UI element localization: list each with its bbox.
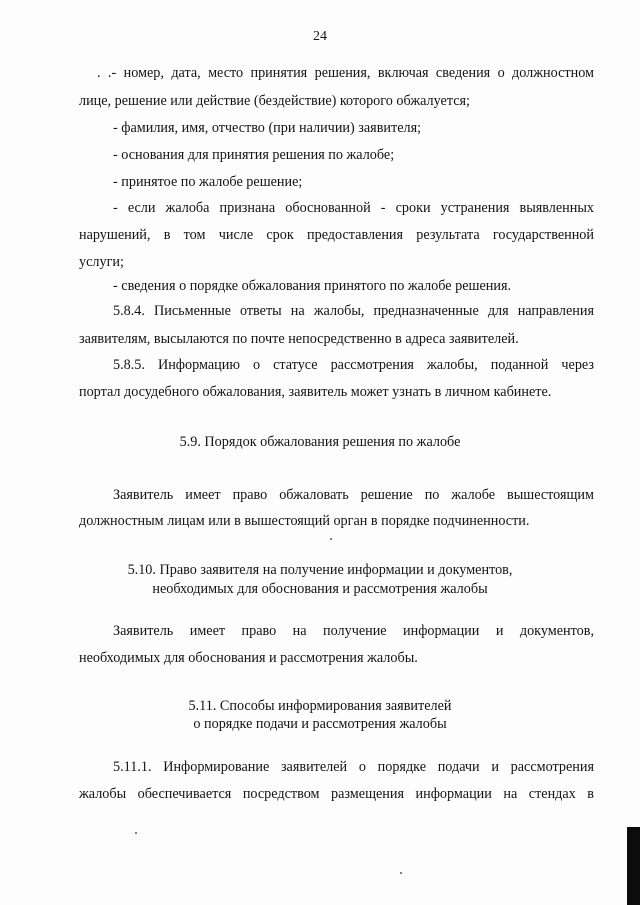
- paragraph-line: 5.8.5. Информацию о статусе рассмотрения жалобы, поданной через: [113, 357, 594, 373]
- section-heading: 5.10. Право заявителя на получение информации и документов,: [127, 562, 513, 578]
- section-heading: 5.9. Порядок обжалования решения по жалобе: [179, 434, 461, 450]
- scan-speck: [135, 832, 137, 834]
- text-line: нарушений, в том числе срок предоставления результата государственной: [79, 227, 594, 243]
- list-item: - принятое по жалобе решение;: [113, 174, 303, 190]
- section-heading: 5.11. Способы информирования заявителей: [188, 698, 452, 714]
- text-line: услуги;: [79, 254, 124, 270]
- paragraph-line: жалобы обеспечивается посредством размещения информации на стендах в: [79, 786, 594, 802]
- paragraph-line: 5.8.4. Письменные ответы на жалобы, предназначенные для направления: [113, 303, 594, 319]
- paragraph-line: Заявитель имеет право обжаловать решение по жалобе вышестоящим: [113, 487, 594, 503]
- paragraph-line: необходимых для обоснования и рассмотрения жалобы.: [79, 650, 418, 666]
- scan-edge-mark: [627, 827, 640, 905]
- section-heading: о порядке подачи и рассмотрения жалобы: [193, 716, 447, 732]
- list-item: - основания для принятия решения по жалобе;: [113, 147, 395, 163]
- section-heading: необходимых для обоснования и рассмотрения жалобы: [152, 581, 488, 597]
- list-item: - если жалоба признана обоснованной - сроки устранения выявленных: [113, 200, 594, 216]
- text-line: лице, решение или действие (бездействие) которого обжалуется;: [79, 93, 470, 109]
- paragraph-line: заявителям, высылаются по почте непосредственно в адреса заявителей.: [79, 331, 519, 347]
- page-number: 24: [313, 29, 327, 44]
- paragraph-line: Заявитель имеет право на получение информации и документов,: [113, 623, 594, 639]
- list-item: - фамилия, имя, отчество (при наличии) заявителя;: [113, 120, 422, 136]
- paragraph-line: портал досудебного обжалования, заявитель может узнать в личном кабинете.: [79, 384, 552, 400]
- list-item: - сведения о порядке обжалования принятого по жалобе решения.: [113, 278, 512, 294]
- scan-speck: [330, 538, 332, 540]
- text-line: . .- номер, дата, место принятия решения, включая сведения о должностном: [97, 65, 594, 81]
- paragraph-line: должностным лицам или в вышестоящий орган в порядке подчиненности.: [79, 513, 530, 529]
- scan-speck: [400, 872, 402, 874]
- paragraph-line: 5.11.1. Информирование заявителей о порядке подачи и рассмотрения: [113, 759, 594, 775]
